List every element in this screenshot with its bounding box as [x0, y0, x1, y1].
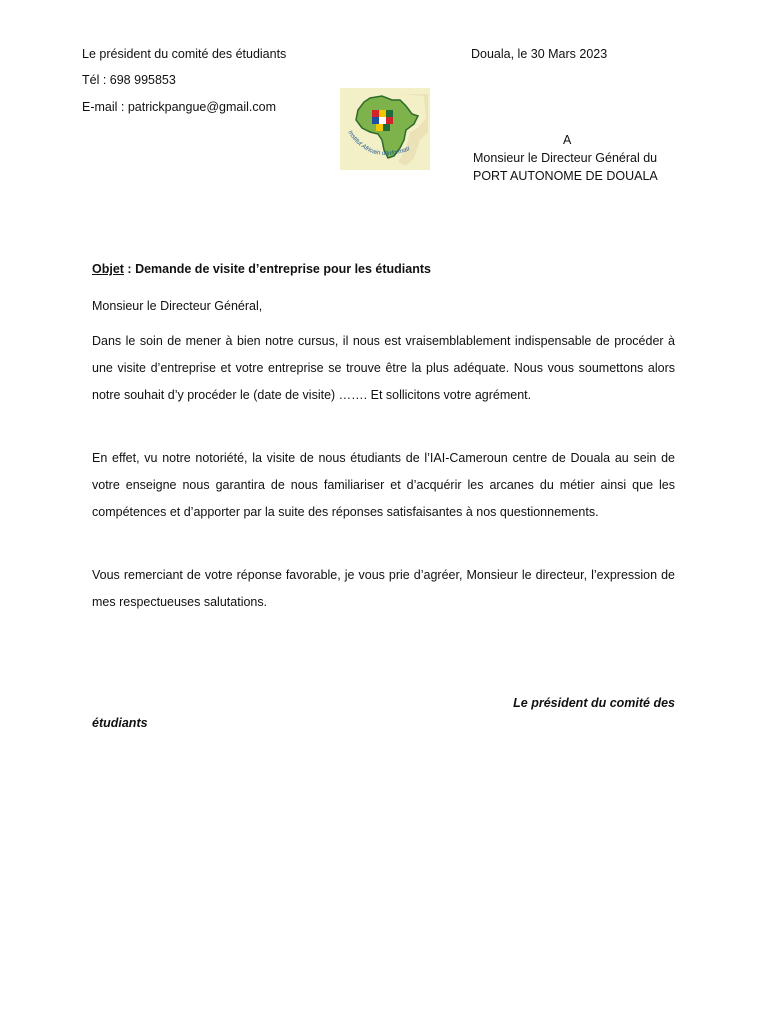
- signature-line2: étudiants: [92, 716, 148, 730]
- recipient-line1: Monsieur le Directeur Général du: [473, 151, 658, 165]
- body-paragraph-3: Vous remerciant de votre réponse favorable, je vous prie d’agréer, Monsieur le directeur, l’expression de mes respectueuses salutations.: [92, 568, 675, 609]
- sender-email: E-mail : patrickpangue@gmail.com: [82, 100, 277, 114]
- signature-line1: Le président du comité des: [513, 696, 675, 710]
- subject-text: Demande de visite d’entreprise pour les étudiants: [135, 262, 431, 276]
- recipient-prefix: A: [563, 133, 572, 147]
- recipient-block: [473, 131, 658, 185]
- africa-map-logo-icon: [340, 88, 430, 170]
- subject-line: [92, 261, 431, 277]
- sender-title: Le président du comité des étudiants: [82, 47, 287, 61]
- body-paragraph-2: En effet, vu notre notoriété, la visite de nous étudiants de l’IAI-Cameroun centre de Douala au sein de votre enseigne nous garantira de nous familiariser et d’acquérir les arcanes du métier ainsi que les compétences et d’apporter par la suite des réponses satisfaisantes à nos questionnements.: [92, 451, 675, 519]
- subject-separator: :: [123, 262, 136, 276]
- place-date: Douala, le 30 Mars 2023: [471, 47, 608, 61]
- recipient-line2: PORT AUTONOME DE DOUALA: [473, 169, 658, 183]
- institute-logo: [340, 88, 430, 170]
- sender-phone: Tél : 698 995853: [82, 73, 176, 87]
- salutation: Monsieur le Directeur Général,: [92, 299, 263, 313]
- logo-text: Institut Africain d'Informati: [346, 129, 411, 158]
- subject-label: Objet: [92, 262, 124, 276]
- body-paragraph-1: Dans le soin de mener à bien notre cursus, il nous est vraisemblablement indispensable de procéder à une visite d’entreprise et votre entreprise se trouve être la plus adéquate. Nous vous soumettons alors notre souhait d’y procéder le (date de visite) ……. Et sollicitons votre agrément.: [92, 334, 675, 402]
